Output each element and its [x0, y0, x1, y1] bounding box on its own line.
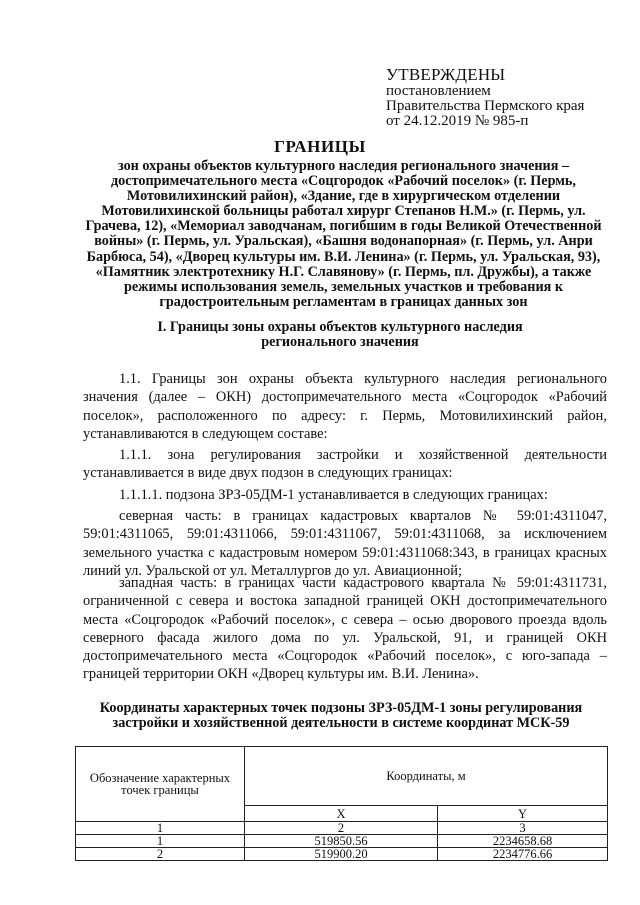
numbering-cell: 1 — [76, 822, 245, 835]
numbering-cell: 3 — [438, 822, 608, 835]
table-row — [76, 835, 608, 848]
paragraph-north-part: северная часть: в границах кадастровых кварталов № 59:01:4311047, 59:01:4311065, 59:01:4311066, 59:01:4311067, 59:01:4311068, за исключением земельного участка с кадастровым номером 59:01:4311068:343, в границах красных линий ул. Уральской от ул. Металлургов до ул. Авиационной; — [83, 508, 607, 579]
approval-heading: УТВЕРЖДЕНЫ — [386, 65, 506, 84]
header-x: X — [245, 806, 438, 822]
point-cell: 1 — [76, 835, 245, 848]
paragraph-1-1: 1.1. Границы зон охраны объекта культурного наследия регионального значения (далее – ОКН) достопримечательного места «Соцгородок «Рабочий поселок», расположенного по адресу: г. Пермь, Мотовилихинский район, устанавливаются в следующем составе: — [83, 371, 607, 442]
header-y: Y — [438, 806, 608, 822]
table-title: Координаты характерных точек подзоны ЗРЗ-05ДМ-1 зоны регулирования застройки и хозяйственной деятельности в системе координат МСК-59 — [99, 700, 583, 731]
section-heading: I. Границы зоны охраны объектов культурного наследия регионального значения — [157, 319, 523, 350]
document-title: ГРАНИЦЫ — [274, 137, 366, 156]
body-text-block-2 — [83, 574, 607, 684]
body-text-block-1 — [83, 370, 607, 580]
y-cell: 2234776.66 — [438, 848, 608, 861]
approval-line-3: от 24.12.2019 № 985-п — [386, 113, 529, 129]
numbering-cell: 2 — [245, 822, 438, 835]
approval-line-2: Правительства Пермского края — [386, 98, 585, 114]
header-point-designation: Обозначение характерных точек границы — [76, 747, 245, 822]
approval-stamp — [386, 66, 616, 129]
header-coordinates: Координаты, м — [245, 747, 608, 806]
table-row — [76, 848, 608, 861]
paragraph-1-1-1-1: 1.1.1.1. подзона ЗРЗ-05ДМ-1 устанавливается в следующих границах: — [119, 486, 548, 503]
approval-line-1: постановлением — [386, 83, 491, 99]
document-subtitle: зон охраны объектов культурного наследия регионального значения – достопримечательного места «Соцгородок «Рабочий поселок» (г. Пермь, Мотовилихинский район), «Здание, где в хирургическом отделении Мотовилихинской больницы работал хирург Степанов Н.М.» (г. Пермь, ул. Грачева, 12), «Мемориал заводчанам, погибшим в годы Великой Отечественной войны» (г. Пермь, ул. Уральская), «Башня водонапорная» (г. Пермь, ул. Анри Барбюса, 54), «Дворец культуры им. В.И. Ленина» (г. Пермь, ул. Уральская, 93), «Памятник электротехнику Н.Г. Славянову» (г. Пермь, пл. Дружбы), а также режимы использования земель, земельных участков и требования к градостроительным регламентам в границах данных зон — [85, 158, 602, 310]
x-cell: 519850.56 — [245, 835, 438, 848]
paragraph-west-part: западная часть: в границах части кадастрового квартала № 59:01:4311731, ограниченной с севера и востока западной границей ОКН достопримечательного места «Соцгородок «Рабочий поселок», с севера – осью дворового проезда вдоль северного фасада жилого дома по ул. Уральской, 91, и границей ОКН достопримечательного места «Соцгородок «Рабочий поселок», с юго-запада – границей территории ОКН «Дворец культуры им. В.И. Ленина». — [83, 575, 607, 683]
x-cell: 519900.20 — [245, 848, 438, 861]
coordinates-table — [75, 746, 608, 861]
paragraph-1-1-1: 1.1.1. зона регулирования застройки и хозяйственной деятельности устанавливается в виде двух подзон в следующих границах: — [83, 447, 607, 482]
table-numbering-row — [76, 822, 608, 835]
point-cell: 2 — [76, 848, 245, 861]
y-cell: 2234658.68 — [438, 835, 608, 848]
